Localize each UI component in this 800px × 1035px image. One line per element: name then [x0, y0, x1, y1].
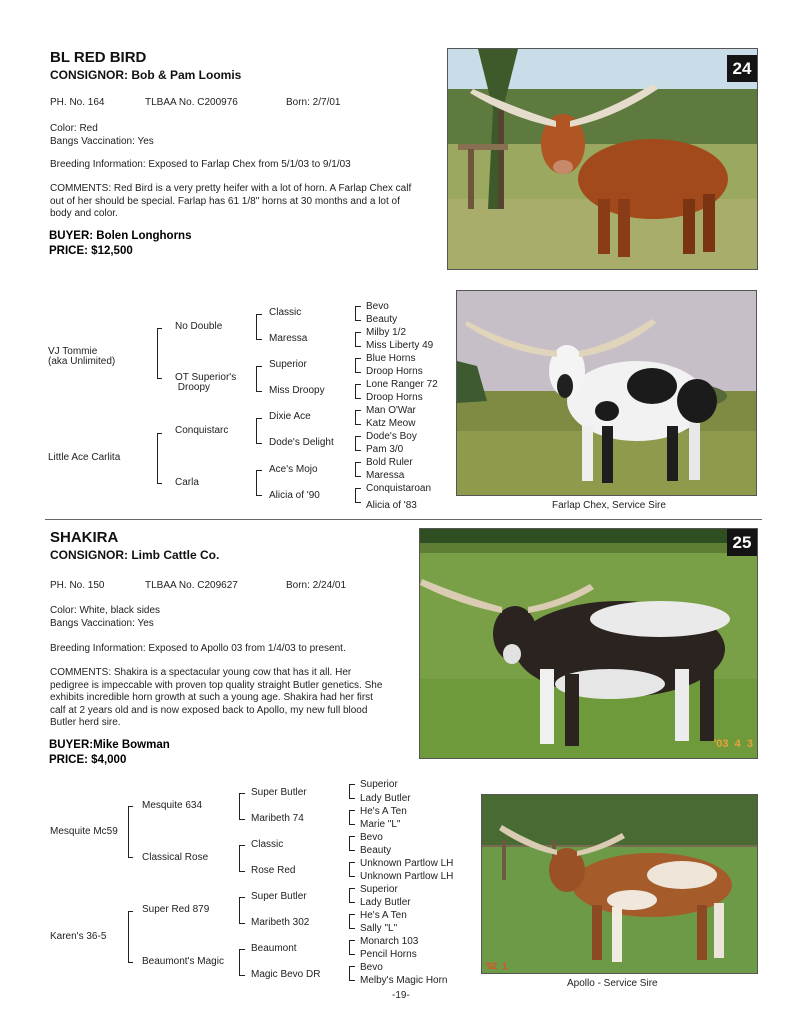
lot-25-g4-4: Marie "L" — [360, 819, 401, 830]
lot-25-g3-3: Classic — [251, 839, 284, 850]
lot-25-g4-7: Unknown Partlow LH — [360, 858, 454, 869]
lot-25-tlbaa-no: TLBAA No. C209627 — [145, 580, 238, 591]
lot-24-g4-14: Maressa — [366, 470, 405, 481]
lot-24-g4-15: Conquistaroan — [366, 483, 432, 494]
apollo-photo-date-stamp: '02 1 — [485, 961, 508, 971]
lot-25-consignor: CONSIGNOR: Limb Cattle Co. — [50, 548, 220, 562]
lot-24-g2-4: Carla — [175, 477, 199, 488]
lot-25-g2-2: Classical Rose — [142, 852, 209, 863]
lot-24-bangs: Bangs Vaccination: Yes — [50, 136, 154, 147]
lot-24-photo — [447, 48, 758, 270]
lot-24-consignor: CONSIGNOR: Bob & Pam Loomis — [50, 68, 242, 82]
lot-25-g3-6: Maribeth 302 — [251, 917, 310, 928]
lot-24-g4-2: Beauty — [366, 314, 398, 325]
lot-24-g4-1: Bevo — [366, 301, 389, 312]
lot-25-g2-4: Beaumont's Magic — [142, 956, 224, 967]
lot-24-g3-8: Alicia of '90 — [269, 490, 320, 501]
page-number: -19- — [392, 990, 410, 1001]
lot-24-g3-4: Miss Droopy — [269, 385, 325, 396]
lot-25-g3-8: Magic Bevo DR — [251, 969, 321, 980]
lot-24-born: Born: 2/7/01 — [286, 97, 341, 108]
lot-24-g4-12: Pam 3/0 — [366, 444, 404, 455]
lot-25-g4-9: Superior — [360, 884, 398, 895]
lot-25-g4-16: Melby's Magic Horn — [360, 975, 448, 986]
lot-25-g4-10: Lady Butler — [360, 897, 411, 908]
lot-24-comments: COMMENTS: Red Bird is a very pretty heifer with a lot of horn. A Farlap Chex calf out of her should be special. Farlap has 61 1/8" horns at 30 months and a lot of body and color. — [50, 183, 412, 220]
lot-24-g4-9: Man O'War — [366, 405, 416, 416]
lot-25-g4-15: Bevo — [360, 962, 383, 973]
lot-25-g2-3: Super Red 879 — [142, 904, 210, 915]
lot-24-tlbaa-no: TLBAA No. C200976 — [145, 97, 238, 108]
lot-24-breeding-info: Breeding Information: Exposed to Farlap Chex from 5/1/03 to 9/1/03 — [50, 159, 351, 170]
lot-25-g4-1: Superior — [360, 779, 398, 790]
lot-25-g4-13: Monarch 103 — [360, 936, 419, 947]
lot-24-title: BL RED BIRD — [50, 49, 147, 66]
lot-24-g3-7: Ace's Mojo — [269, 464, 318, 475]
lot-25-g4-5: Bevo — [360, 832, 383, 843]
lot-24-g2-2: OT Superior's Droopy — [175, 372, 237, 393]
lot-25-g4-14: Pencil Horns — [360, 949, 417, 960]
farlap-chex-photo — [456, 290, 757, 496]
lot-25-sire: Mesquite Mc59 — [50, 826, 118, 837]
lot-24-g4-3: Milby 1/2 — [366, 327, 407, 338]
lot-25-g2-1: Mesquite 634 — [142, 800, 203, 811]
lot-25-number-badge: 25 — [727, 529, 757, 556]
lot-24-g4-7: Lone Ranger 72 — [366, 379, 438, 390]
lot-25-g4-8: Unknown Partlow LH — [360, 871, 454, 882]
lot-24-g4-10: Katz Meow — [366, 418, 416, 429]
lot-25-price: PRICE: $4,000 — [49, 754, 127, 766]
lot-25-g3-7: Beaumont — [251, 943, 297, 954]
lot-25-g3-4: Rose Red — [251, 865, 296, 876]
lot-24-color: Color: Red — [50, 123, 98, 134]
lot-25-bangs: Bangs Vaccination: Yes — [50, 618, 154, 629]
lot-24-dam: Little Ace Carlita — [48, 452, 121, 463]
farlap-chex-caption: Farlap Chex, Service Sire — [552, 500, 666, 511]
apollo-photo — [481, 794, 758, 974]
section-divider — [45, 519, 762, 520]
lot-24-buyer: BUYER: Bolen Longhorns — [49, 230, 192, 242]
lot-24-g2-1: No Double — [175, 321, 223, 332]
lot-25-buyer: BUYER:Mike Bowman — [49, 739, 170, 751]
lot-24-g3-5: Dixie Ace — [269, 411, 311, 422]
apollo-caption: Apollo - Service Sire — [567, 978, 658, 989]
lot-25-g4-2: Lady Butler — [360, 793, 411, 804]
lot-25-title: SHAKIRA — [50, 529, 119, 546]
lot-25-g3-2: Maribeth 74 — [251, 813, 304, 824]
lot-25-g3-1: Super Butler — [251, 787, 307, 798]
lot-25-g4-3: He's A Ten — [360, 806, 407, 817]
lot-24-g4-6: Droop Horns — [366, 366, 423, 377]
lot-24-g4-16: Alicia of '83 — [366, 500, 417, 511]
lot-24-g3-6: Dode's Delight — [269, 437, 334, 448]
lot-25-g4-12: Sally "L" — [360, 923, 398, 934]
lot-25-comments: COMMENTS: Shakira is a spectacular young cow that has it all. Her pedigree is impeccable with proven top quality straight Butler genetics. She exhibits incredible horn growth at such a young age. Shakira had her first calf at 2 years old and is now exposed back to Apollo, my new full blood Butler herd sire. — [50, 667, 383, 729]
lot-24-g4-13: Bold Ruler — [366, 457, 413, 468]
lot-24-g3-1: Classic — [269, 307, 302, 318]
lot-25-g4-6: Beauty — [360, 845, 392, 856]
lot-24-g3-3: Superior — [269, 359, 307, 370]
lot-25-dam: Karen's 36-5 — [50, 931, 107, 942]
lot-24-number-badge: 24 — [727, 55, 757, 82]
lot-24-g3-2: Maressa — [269, 333, 308, 344]
lot-25-color: Color: White, black sides — [50, 605, 161, 616]
lot-24-g4-5: Blue Horns — [366, 353, 416, 364]
lot-25-photo — [419, 528, 758, 759]
lot-25-photo-date-stamp: '03 4 3 — [713, 738, 753, 750]
lot-25-g3-5: Super Butler — [251, 891, 307, 902]
lot-25-born: Born: 2/24/01 — [286, 580, 347, 591]
lot-24-g4-8: Droop Horns — [366, 392, 423, 403]
lot-25-ph-no: PH. No. 150 — [50, 580, 105, 591]
lot-24-g4-11: Dode's Boy — [366, 431, 417, 442]
lot-24-g4-4: Miss Liberty 49 — [366, 340, 434, 351]
lot-24-g2-3: Conquistarc — [175, 425, 229, 436]
lot-24-price: PRICE: $12,500 — [49, 245, 133, 257]
lot-24-sire: VJ Tommie (aka Unlimited) — [48, 346, 116, 367]
lot-25-g4-11: He's A Ten — [360, 910, 407, 921]
lot-24-ph-no: PH. No. 164 — [50, 97, 105, 108]
lot-25-breeding-info: Breeding Information: Exposed to Apollo 03 from 1/4/03 to present. — [50, 643, 346, 654]
